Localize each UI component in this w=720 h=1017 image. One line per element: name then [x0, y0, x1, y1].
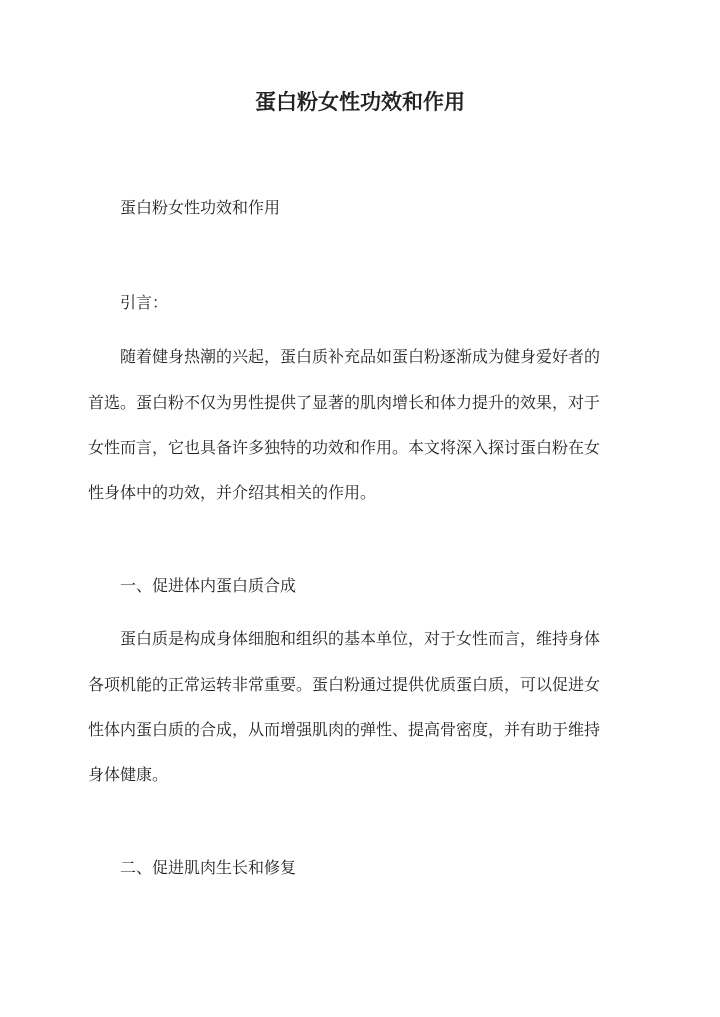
document-title: 蛋白粉女性功效和作用 [255, 89, 465, 114]
section-2-heading: 二、促进肌肉生长和修复 [120, 858, 297, 877]
section-1-heading: 一、促进体内蛋白质合成 [120, 576, 297, 595]
section-1-paragraph-line: 性体内蛋白质的合成，从而增强肌肉的弹性、提高骨密度，并有助于维持 [88, 720, 601, 739]
section-1-paragraph-line: 身体健康。 [88, 765, 169, 784]
intro-paragraph-line: 随着健身热潮的兴起，蛋白质补充品如蛋白粉逐渐成为健身爱好者的 [120, 347, 601, 366]
section-1-paragraph-line: 蛋白质是构成身体细胞和组织的基本单位，对于女性而言，维持身体 [120, 629, 601, 648]
intro-paragraph-line: 女性而言，它也具备许多独特的功效和作用。本文将深入探讨蛋白粉在女 [88, 438, 601, 457]
intro-paragraph-line: 性身体中的功效，并介绍其相关的作用。 [88, 483, 377, 502]
document-subtitle: 蛋白粉女性功效和作用 [120, 198, 281, 217]
intro-paragraph-line: 首选。蛋白粉不仅为男性提供了显著的肌肉增长和体力提升的效果，对于 [88, 393, 601, 412]
intro-heading: 引言： [120, 293, 169, 312]
section-1-paragraph-line: 各项机能的正常运转非常重要。蛋白粉通过提供优质蛋白质，可以促进女 [88, 675, 601, 694]
